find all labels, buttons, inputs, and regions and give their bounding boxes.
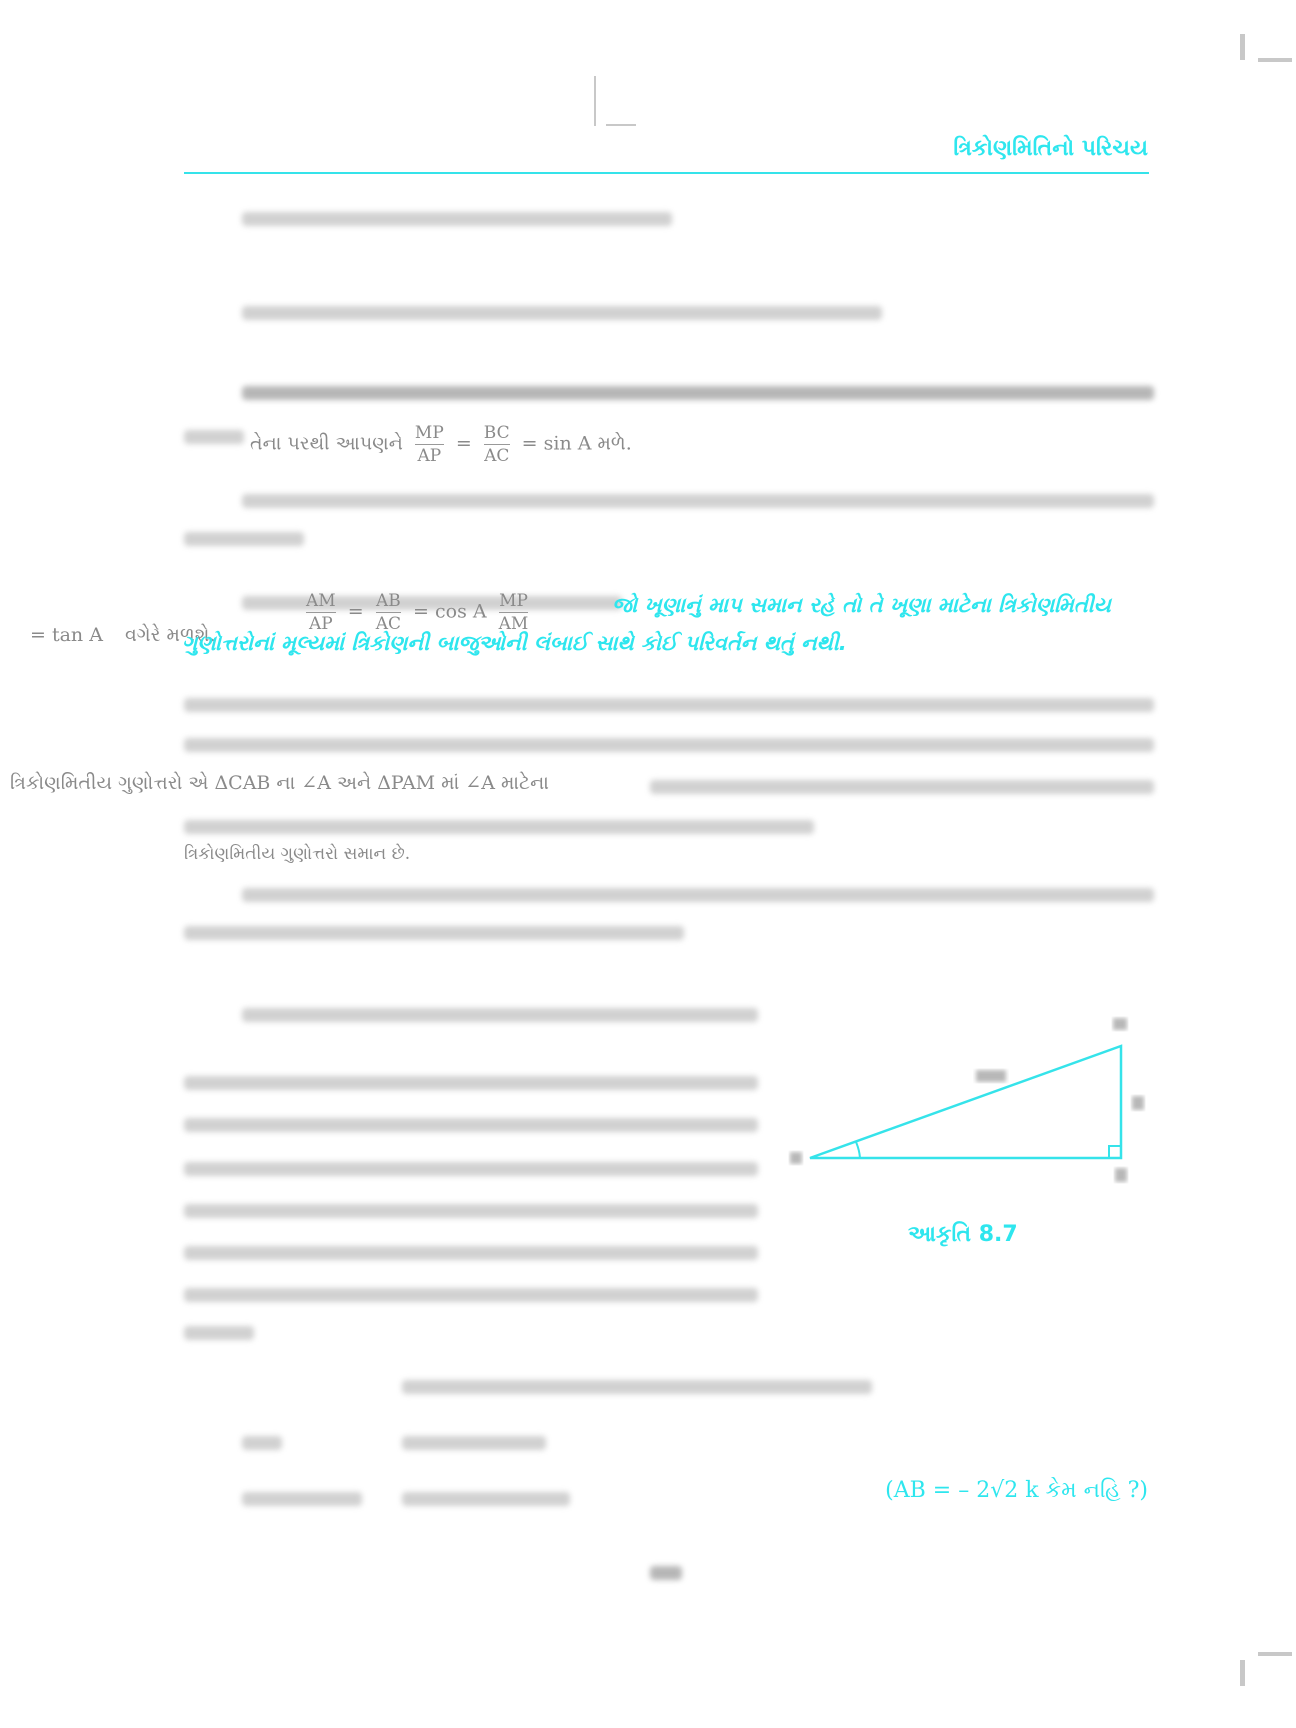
highlight-statement: જો ખૂણાનું માપ સમાન રહે તો તે ખૂણા માટેના ત્રિકોણમિતીય ગુણોત્તરોનાં મૂલ્યમાં ત્રિકોણની બાજુઓની લંબાઈ સાથે કોઈ પરિવર્તન થતું નથી. xyxy=(182,593,1111,655)
crop-mark xyxy=(606,124,636,126)
ghost-line-sin: તેના પરથી આપણને $\frac{MP}{AP}$ = $\frac{BC}{AC}$ = sin A મળે. xyxy=(250,423,632,466)
side-label-vert xyxy=(1132,1096,1144,1110)
page-header-title: ત્રિકોણમિતિનો પરિચય xyxy=(953,136,1148,161)
fraction-denominator: AM xyxy=(498,614,529,634)
fraction-numerator: MP xyxy=(414,423,444,443)
ghost-line-ratios: ત્રિકોણમિતીય ગુણોત્તરો એ ΔCAB ના ∠A અને ΔPAM માં ∠A માટેના xyxy=(10,772,549,794)
triangle-shape xyxy=(810,1046,1121,1158)
fraction-numerator: AM xyxy=(306,591,336,611)
fraction-numerator: AB xyxy=(375,591,401,611)
fraction-numerator: MP xyxy=(499,591,528,611)
side-label-hyp xyxy=(976,1070,1006,1082)
vertex-label-b xyxy=(1115,1168,1127,1182)
fraction-numerator: BC xyxy=(483,423,510,443)
fraction-denominator: AC xyxy=(484,446,510,466)
right-angle-marker xyxy=(1109,1146,1121,1158)
figure-caption: આકૃતિ 8.7 xyxy=(908,1222,1018,1247)
figure-right-triangle xyxy=(780,1010,1160,1190)
fraction-denominator: AC xyxy=(375,614,401,634)
fraction-denominator: AP xyxy=(417,446,442,466)
crop-mark xyxy=(1240,1660,1245,1686)
angle-arc xyxy=(856,1142,860,1158)
ghost-line-cos: $\frac{AM}{AP}$ = $\frac{AB}{AC}$ = cos A $\frac{MP}{AM}$ xyxy=(306,591,529,634)
crop-mark xyxy=(1258,1652,1292,1656)
side-note: (AB = – 2√2 k કેમ નહિ ?) xyxy=(885,1478,1148,1503)
header-rule xyxy=(184,172,1149,174)
fraction-denominator: AP xyxy=(308,614,333,634)
crop-mark xyxy=(1240,34,1245,60)
vertex-label-a xyxy=(790,1152,802,1164)
crop-mark xyxy=(1258,58,1292,62)
ghost-line-equal: ત્રિકોણમિતીય ગુણોત્તરો સમાન છે. xyxy=(184,844,411,864)
ghost-line-tan: = tan A વગેરે મળશે. xyxy=(30,624,216,646)
crop-mark xyxy=(594,76,596,126)
vertex-label-c xyxy=(1113,1018,1127,1030)
